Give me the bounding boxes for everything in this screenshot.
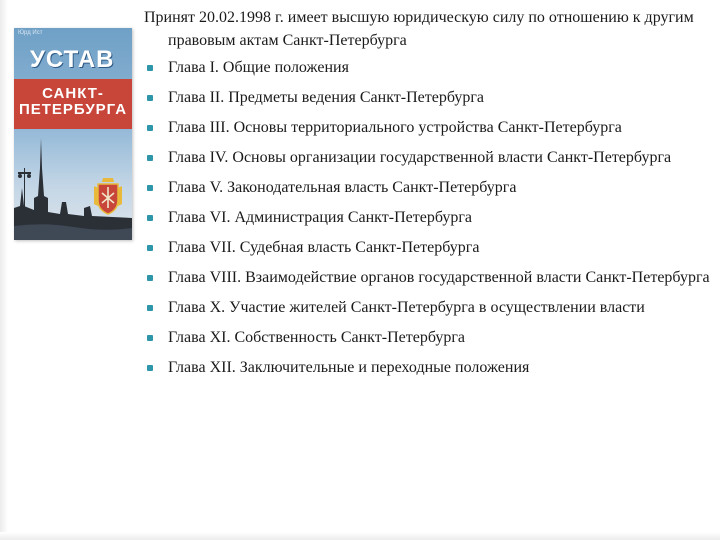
chapter-title: Глава VIII. Взаимодействие органов государственной власти Санкт-Петербурга <box>168 269 710 286</box>
chapter-item <box>144 266 712 290</box>
bullet-icon <box>147 155 153 161</box>
chapter-item <box>144 236 712 260</box>
chapter-item <box>144 206 712 230</box>
cover-title: УСТАВ <box>30 46 115 73</box>
chapter-title: Глава XI. Собственность Санкт-Петербурга <box>168 329 466 346</box>
chapter-title: Глава I. Общие положения <box>168 59 349 76</box>
bullet-icon <box>147 95 153 101</box>
chapter-title: Глава VI. Администрация Санкт-Петербурга <box>168 209 473 226</box>
bullet-icon <box>147 305 153 311</box>
chapter-item <box>144 86 712 110</box>
bullet-icon <box>147 365 153 371</box>
bullet-icon <box>147 65 153 71</box>
chapter-title: Глава IV. Основы организации государственной власти Санкт-Петербурга <box>168 149 672 166</box>
charter-book-cover <box>14 28 132 240</box>
bullet-icon <box>147 245 153 251</box>
chapter-title: Глава XII. Заключительные и переходные положения <box>168 359 530 376</box>
chapter-item <box>144 176 712 200</box>
cover-city <box>14 86 132 118</box>
cover-city-line1: САНКТ- <box>42 85 104 102</box>
slide-bottom-edge <box>0 532 720 540</box>
charter-text <box>144 6 712 386</box>
slide-left-edge <box>0 0 8 540</box>
chapter-title: Глава III. Основы территориального устройства Санкт-Петербурга <box>168 119 622 136</box>
chapter-title: Глава V. Законодательная власть Санкт-Петербурга <box>168 179 517 196</box>
chapter-item <box>144 356 712 380</box>
bullet-icon <box>147 125 153 131</box>
coat-of-arms-icon <box>93 176 123 216</box>
chapter-item <box>144 296 712 320</box>
chapter-item <box>144 326 712 350</box>
bullet-icon <box>147 335 153 341</box>
chapter-title: Глава X. Участие жителей Санкт-Петербурга в осуществлении власти <box>168 299 645 316</box>
chapter-title: Глава VII. Судебная власть Санкт-Петербурга <box>168 239 480 256</box>
cover-small-text: Юрд Ист <box>18 30 43 36</box>
chapter-list <box>144 56 712 380</box>
chapter-item <box>144 116 712 140</box>
adoption-statement: Принят 20.02.1998 г. имеет высшую юридическую силу по отношению к другим правовым актам Санкт-Петербурга <box>144 9 694 49</box>
bullet-icon <box>147 185 153 191</box>
cover-city-line2: ПЕТЕРБУРГА <box>18 101 128 118</box>
bullet-icon <box>147 275 153 281</box>
chapter-title: Глава II. Предметы ведения Санкт-Петербурга <box>168 89 485 106</box>
chapter-item <box>144 56 712 80</box>
bullet-icon <box>147 215 153 221</box>
chapter-item <box>144 146 712 170</box>
